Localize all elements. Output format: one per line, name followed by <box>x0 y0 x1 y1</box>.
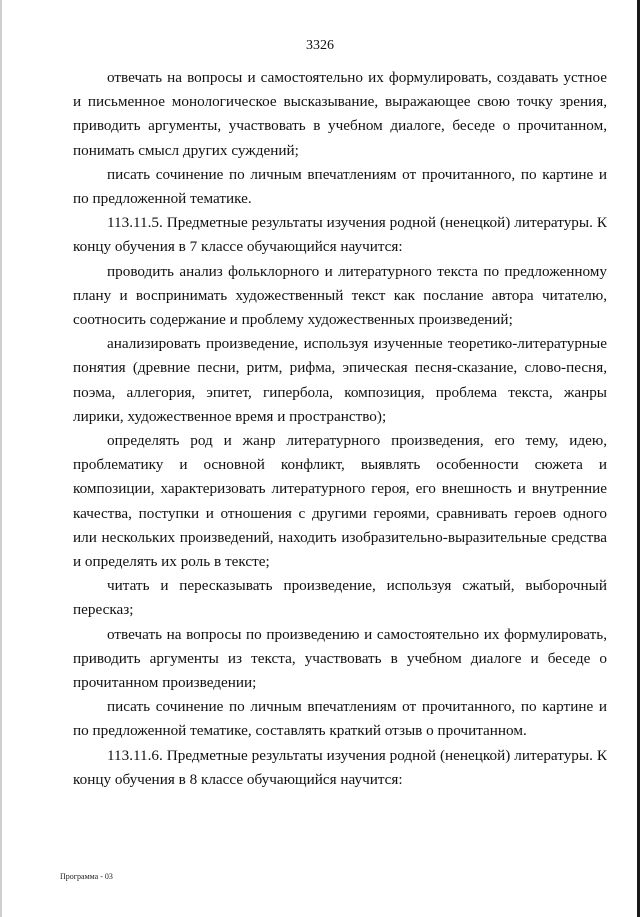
paragraph-literary-concepts: анализировать произведение, используя изученные теоретико-литературные понятия (древние песни, ритм, рифма, эпическая песня-сказание, слово-песня, поэма, аллегория, эпитет, гипербола, композиция, проблема текста, жанры лирики, художественное время и пространство); <box>73 335 607 425</box>
paragraph-speaking-skills: отвечать на вопросы и самостоятельно их формулировать, создавать устное и письменное монологическое высказывание, выражающее свою точку зрения, приводить аргументы, участвовать в учебном диалоге, беседе о прочитанном, понимать смысл других суждений; <box>73 69 607 159</box>
paragraph-section-113-11-5: 113.11.5. Предметные результаты изучения родной (ненецкой) литературы. К концу обучения в 7 классе обучающийся научится: <box>73 214 607 256</box>
paragraph-essay-and-review: писать сочинение по личным впечатлениям от прочитанного, по картине и по предложенной тематике, составлять краткий отзыв о прочитанном. <box>73 698 607 740</box>
paragraph-essay-writing: писать сочинение по личным впечатлениям от прочитанного, по картине и по предложенной тематике. <box>73 165 607 208</box>
footer-program-label: Программа - 03 <box>60 872 113 881</box>
paragraph-section-113-11-6: 113.11.6. Предметные результаты изучения родной (ненецкой) литературы. К концу обучения в 8 классе обучающийся научится: <box>73 746 607 788</box>
body-text <box>73 66 607 792</box>
paragraph-answering-questions: отвечать на вопросы по произведению и самостоятельно их формулировать, приводить аргументы из текста, участвовать в учебном диалоге и беседе о прочитанном произведении; <box>73 625 607 692</box>
paragraph-retelling: читать и пересказывать произведение, используя сжатый, выборочный пересказ; <box>73 577 607 619</box>
scan-edge-left <box>0 0 2 917</box>
paragraph-text-analysis: проводить анализ фольклорного и литературного текста по предложенному плану и воспринимать художественный текст как послание автора читателю, соотносить содержание и проблему художественных произведений; <box>73 262 607 329</box>
page-number: 3326 <box>306 38 334 53</box>
paragraph-genre-and-hero: определять род и жанр литературного произведения, его тему, идею, проблематику и основной конфликт, выявлять особенности сюжета и композиции, характеризовать литературного героя, его внешность и внутренние качества, поступки и отношения с другими героями, сравнивать героев одного или нескольких произведений, находить изобразительно-выразительные средства и определять их роль в тексте; <box>73 432 607 571</box>
